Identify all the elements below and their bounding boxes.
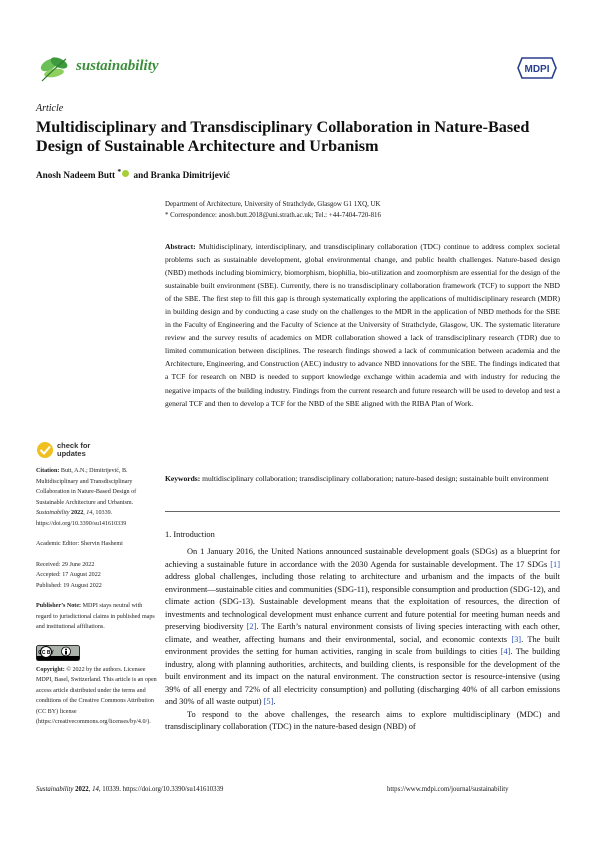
article-info-column [36, 466, 158, 728]
accepted-date: Accepted: 17 August 2022 [36, 572, 101, 578]
citation-journal: Sustainability [36, 510, 70, 516]
footer-volume: 14 [92, 786, 99, 793]
introduction-body [165, 546, 560, 734]
abstract-label: Abstract: [165, 242, 196, 251]
mdpi-logo-text: MDPI [524, 64, 550, 75]
author-first[interactable]: Anosh Nadeem Butt [36, 170, 116, 181]
corresponding-mark: * [117, 167, 122, 176]
publishers-note-label: Publisher’s Note: [36, 603, 82, 609]
reference-link[interactable]: [1] [550, 559, 560, 569]
section-heading: 1. Introduction [165, 530, 215, 539]
footer-citation[interactable]: Sustainability 2022, 14, 10339. https://doi.org/10.3390/su141610339 [36, 786, 224, 793]
section-divider [165, 511, 560, 512]
citation-volume: 14 [86, 510, 93, 516]
keywords-label: Keywords: [165, 474, 201, 483]
affiliation-line: Department of Architecture, University of Strathclyde, Glasgow G1 1XQ, UK [165, 201, 381, 208]
reference-link[interactable]: [3] [511, 634, 522, 644]
check-updates-icon [36, 441, 54, 459]
copyright-text[interactable]: © 2022 by the authors. Licensee MDPI, Basel, Switzerland. This article is an open access article distributed under the terms and conditions of the Creative Commons Attribution (CC BY) license (https://creativecommons.org/licenses/by/4.0/). [36, 666, 157, 725]
reference-link[interactable]: [4] [500, 647, 511, 656]
citation-text: Butt, A.N.; Dimitrijević, B. Multidisciplinary and Transdisciplinary Collaboration in Nature-Based Design of Sustainable Architecture and Urbanism. [36, 468, 137, 506]
citation-block: Citation: Butt, A.N.; Dimitrijević, B. Multidisciplinary and Transdisciplinary Collaboration in Nature-Based Design of Sustainable Architecture and Urbanism. Sustainability 2022, 14, 10339. https://doi.org/10.3390/su141610339 [36, 468, 137, 527]
footer-doi[interactable]: , 10339. https://doi.org/10.3390/su141610339 [98, 786, 224, 793]
citation-year: 2022 [71, 510, 84, 516]
orcid-icon[interactable] [122, 170, 129, 177]
journal-name[interactable]: sustainability [76, 58, 159, 74]
footer-journal: Sustainability [36, 786, 74, 793]
footer-journal-url[interactable]: https://www.mdpi.com/journal/sustainability [387, 786, 509, 793]
author-rest[interactable]: and Branka Dimitrijević [133, 170, 231, 181]
copyright-block [36, 665, 158, 728]
article-type: Article [36, 103, 64, 114]
article-title: Multidisciplinary and Transdisciplinary Collaboration in Nature-Based Design of Sustainable Architecture and Urbanism [36, 118, 530, 155]
received-date: Received: 29 June 2022 [36, 561, 95, 568]
cc-badge-text: CC BY [38, 649, 54, 656]
academic-editor: Academic Editor: Shervin Hashemi [36, 541, 123, 547]
check-updates-line2: updates [57, 449, 86, 458]
reference-link[interactable]: [2] [246, 622, 257, 631]
intro-paragraph-2: To respond to the above challenges, the research aims to explore multidisciplinary (MDC) and transdisciplinary collaboration (TDC) in the nature-based design (NBD) of [165, 709, 560, 731]
intro-paragraph-1: On 1 January 2016, the United Nations announced sustainable development goals (SDGs) as a blueprint for achieving a sustainable future in accordance with the 2030 Agenda for sustainable development. The 17 SDGs [1] address global challenges, including those relating to architecture and urbanism and the impacts of the built environment—sustainable cities and communities (SDG-11), responsible consumption and production (SDG-12), and climate action (SDG-13). Sustainable development means that the exploitation of resources, the direction of investments and technological development must enhance current and future potential for meeting human needs and preserving biodiversity [2]. The Earth’s natural environment consists of living species interacting with each other, climate, and weather, affecting humans and their environmental, social, and economic contexts [3]. The built environment provides the setting for human activities, ranging in scale from buildings to cities [4]. The building industry, along with planning authorities, architects, and building clients, is responsible for the development of the built environment and its impact on the natural environment. The construction sector is resource-intensive (using 39% of all energy and 72% of all electricity consumption) and polluting (discharging 40% of all carbon emissions and 30% of all waste output) [5]. [165, 547, 561, 706]
journal-leaf-logo-icon [36, 51, 72, 85]
affiliation-block [165, 199, 565, 221]
reference-link[interactable]: [5] [263, 697, 274, 706]
keywords [165, 472, 560, 485]
abstract [165, 240, 560, 410]
publishers-note-text: MDPI stays neutral with regard to jurisdictional claims in published maps and institutional affiliations. [36, 603, 155, 630]
author-list [36, 167, 230, 180]
abstract-text: Multidisciplinary, interdisciplinary, and transdisciplinary collaboration (TDC) continue to address complex societal problems such as sustainable development, global environmental change, and public health challenges. Nature-based design (NBD) methods including biomimicry, biomorphism, biophilia, bio-utilization and zoomorphism are essential for the design of the sustainable built environment (SBE). Currently, there is no transdisciplinary collaboration framework (TCF) to support the NBD of the SBE. The first step to fill this gap is through systematically exploring the applications of multidisciplinary research (MDR) in building design and by conducting a case study on the challenges to the MDR in the application of NBD methods for the SBE in the Faculty of Engineering and the Faculty of Science at the University of Strathclyde, Glasgow, UK. The systematic literature review and the survey results of academics on MDR collaboration showed a lack of transdisciplinary research (TDR) due to limited communication between disciplines. The research findings showed a lack of communication between academia and the Architecture, Engineering, and Construction (AEC) industry to advance NBD innovations for the SBE. The findings indicated that a TCF for research on NBD is needed to support knowledge exchange within academia and with industry for reducing the negative impacts of the building industry. Findings from the current research and future research will be used to develop and test a general TCF and then to develop a TCF for the NBD of the SBE aligned with the RIBA Plan of Work. [165, 242, 561, 408]
check-updates-line1: check for [57, 441, 91, 450]
copyright-label: Copyright: [36, 666, 65, 673]
cc-by-license-icon[interactable] [36, 645, 80, 661]
footer-year: 2022 [75, 786, 89, 793]
citation-label: Citation: [36, 468, 60, 474]
correspondence-line[interactable]: * Correspondence: anosh.butt.2018@uni.strath.ac.uk; Tel.: +44-7404-720-816 [165, 212, 381, 219]
keywords-text: multidisciplinary collaboration; transdisciplinary collaboration; nature-based design; sustainable built environment [202, 474, 549, 483]
check-for-updates-badge[interactable] [36, 441, 106, 463]
mdpi-logo-icon[interactable] [516, 56, 558, 80]
published-date: Published: 19 August 2022 [36, 582, 102, 589]
citation-doi[interactable]: , 10339. https://doi.org/10.3390/su141610339 [36, 510, 127, 527]
publishers-note [36, 601, 158, 633]
